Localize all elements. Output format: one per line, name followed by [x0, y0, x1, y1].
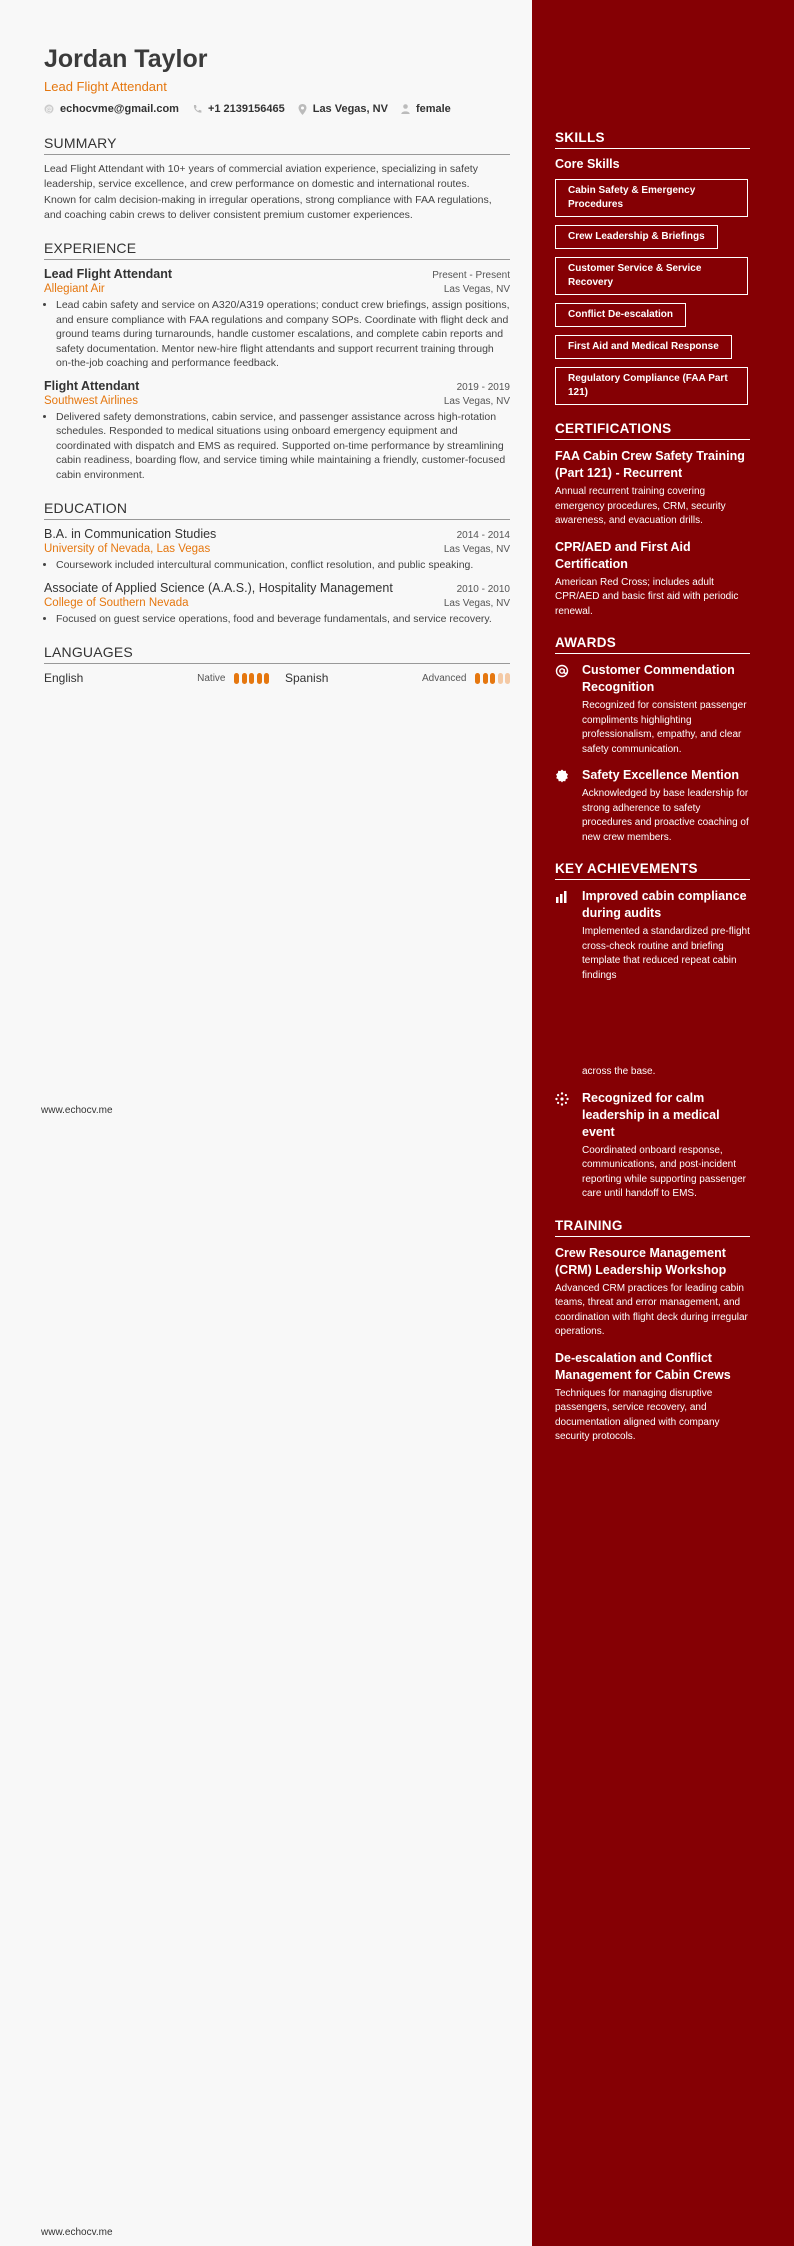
contact-phone[interactable]	[192, 103, 285, 115]
rating-pip-filled	[490, 673, 495, 684]
bar-chart-icon	[555, 890, 568, 903]
education-degree: B.A. in Communication Studies	[44, 527, 217, 541]
certifications-heading: CERTIFICATIONS	[555, 421, 750, 440]
rating-pip-empty	[505, 673, 510, 684]
summary-paragraph: Known for calm decision-making in irregular operations, strong compliance with FAA regulations, and coaching cabin crews to deliver consistent premium customer experiences.	[44, 194, 492, 221]
certification-desc: American Red Cross; includes adult CPR/AED and basic first aid with periodic renewal.	[555, 576, 739, 617]
job-dates: Present - Present	[432, 270, 510, 281]
training-section	[555, 1218, 750, 1445]
experience-section	[44, 240, 510, 482]
experience-heading: EXPERIENCE	[44, 240, 510, 260]
skills-subtitle: Core Skills	[555, 157, 620, 171]
education-school: University of Nevada, Las Vegas	[44, 543, 211, 555]
education-bullet: • Focused on guest service operations, food and beverage fundamentals, and service recovery.	[56, 612, 510, 627]
education-entry	[44, 527, 510, 573]
contact-gender	[401, 103, 451, 115]
achievement-desc: Implemented a standardized pre-flight cross-check routine and briefing template that reduced repeat cabin findings	[582, 926, 750, 981]
achievement-item	[555, 888, 750, 983]
gender-text: female	[415, 103, 451, 115]
location-text: Las Vegas, NV	[312, 103, 388, 115]
training-name: Crew Resource Management (CRM) Leadership Workshop	[555, 1245, 727, 1277]
rating-pip-filled	[234, 673, 239, 684]
training-heading: TRAINING	[555, 1218, 750, 1237]
certifications-section	[555, 421, 750, 619]
language-rating	[232, 673, 270, 684]
skill-tag: Cabin Safety & Emergency Procedures	[555, 179, 748, 217]
award-desc: Recognized for consistent passenger compliments highlighting professionalism, empathy, and clear safety communication.	[582, 700, 747, 755]
main-column	[44, 44, 510, 685]
skill-tag: Customer Service & Service Recovery	[555, 257, 748, 295]
job-company: Allegiant Air	[44, 283, 105, 295]
phone-text: +1 2139156465	[207, 103, 285, 115]
education-degree: Associate of Applied Science (A.A.S.), Hospitality Management	[44, 580, 393, 595]
award-desc: Acknowledged by base leadership for strong adherence to safety procedures and proactive coaching of new crew members.	[582, 788, 749, 843]
job-entry	[44, 267, 510, 371]
candidate-name: Jordan Taylor	[44, 45, 208, 73]
awards-heading: AWARDS	[555, 635, 750, 654]
job-company: Southwest Airlines	[44, 394, 138, 407]
language-item	[285, 671, 510, 685]
skills-heading: SKILLS	[555, 130, 750, 149]
language-item	[44, 671, 269, 685]
language-name: Spanish	[285, 671, 329, 685]
footer-website[interactable]: www.echocv.me	[41, 1105, 113, 1116]
award-item	[555, 662, 750, 757]
contact-email[interactable]	[44, 103, 179, 115]
at-icon	[555, 664, 569, 678]
language-rating	[473, 673, 511, 684]
skill-tag: Crew Leadership & Briefings	[555, 225, 718, 249]
skill-tag: Conflict De-escalation	[555, 303, 686, 327]
person-icon	[401, 104, 410, 114]
svg-text:@: @	[45, 106, 53, 114]
achievements-section	[555, 861, 750, 1202]
language-level: Native	[197, 672, 226, 684]
contact-location	[298, 103, 388, 115]
certification-name: CPR/AED and First Aid Certification	[555, 539, 691, 571]
rating-pip-empty	[498, 673, 503, 684]
award-name: Safety Excellence Mention	[582, 768, 740, 782]
education-heading: EDUCATION	[44, 500, 510, 520]
achievements-heading: KEY ACHIEVEMENTS	[555, 861, 750, 880]
rating-pip-filled	[483, 673, 488, 684]
education-dates: 2010 - 2010	[456, 583, 510, 595]
contact-bar	[44, 103, 510, 115]
education-location: Las Vegas, NV	[443, 544, 510, 555]
award-item	[555, 767, 750, 845]
rating-pip-filled	[475, 673, 480, 684]
location-pin-icon	[298, 104, 307, 115]
job-location: Las Vegas, NV	[443, 395, 510, 407]
award-name: Customer Commendation Recognition	[582, 663, 735, 694]
language-name: English	[44, 671, 84, 685]
job-entry	[44, 379, 510, 483]
job-dates: 2019 - 2019	[456, 381, 510, 393]
certification-desc: Annual recurrent training covering emergency procedures, CRM, security awareness, and evacuation drills.	[555, 486, 726, 526]
skills-section	[555, 130, 750, 413]
footer-website[interactable]: www.echocv.me	[41, 2227, 113, 2238]
languages-section	[44, 644, 510, 685]
sidebar-column	[555, 130, 750, 1455]
training-name: De-escalation and Conflict Management for Cabin Crews	[555, 1350, 731, 1382]
language-level: Advanced	[422, 672, 467, 684]
education-school: College of Southern Nevada	[44, 596, 189, 609]
phone-icon	[192, 104, 202, 114]
rating-pip-filled	[257, 673, 262, 684]
job-role: Flight Attendant	[44, 378, 140, 393]
job-bullet: • Delivered safety demonstrations, cabin service, and passenger assistance across high-rotation schedules. Responded to medical situations using onboard emergency equipment and coordinated with dispatch and EMS as required. Supported on-time performance by streamlining cabin readiness, boarding flow, and service timing while maintaining a friendly, customer-focused cabin environment.	[56, 410, 510, 483]
education-bullet: • Coursework included intercultural communication, conflict resolution, and public speaking.	[56, 558, 510, 573]
rating-pip-filled	[264, 673, 269, 684]
email-icon	[44, 104, 54, 114]
skill-tag: First Aid and Medical Response	[555, 335, 732, 359]
summary-paragraph: Lead Flight Attendant with 10+ years of commercial aviation experience, specializing in safety leadership, service excellence, and crew performance on domestic and international routes.	[44, 163, 478, 190]
languages-heading: LANGUAGES	[44, 644, 510, 664]
skill-tag: Regulatory Compliance (FAA Part 121)	[555, 367, 748, 405]
job-role: Lead Flight Attendant	[44, 267, 172, 281]
training-desc: Advanced CRM practices for leading cabin teams, threat and error management, and coordination with flight deck during irregular operations.	[555, 1282, 748, 1337]
badge-icon	[555, 769, 569, 783]
achievement-item	[555, 1090, 750, 1202]
education-dates: 2014 - 2014	[456, 530, 510, 541]
certification-name: FAA Cabin Crew Safety Training (Part 121) - Recurrent	[555, 449, 745, 480]
education-entry	[44, 581, 510, 627]
candidate-title: Lead Flight Attendant	[44, 79, 167, 94]
dotted-circle-icon	[555, 1092, 569, 1106]
education-location: Las Vegas, NV	[443, 597, 510, 609]
skill-list	[555, 179, 750, 413]
awards-section	[555, 635, 750, 845]
job-location: Las Vegas, NV	[443, 284, 510, 295]
summary-heading: SUMMARY	[44, 135, 510, 155]
rating-pip-filled	[249, 673, 254, 684]
summary-section	[44, 135, 510, 222]
achievement-desc: Coordinated onboard response, communications, and post-incident reporting while supporting passenger care until handoff to EMS.	[582, 1144, 746, 1199]
education-section	[44, 500, 510, 626]
achievement-desc-continued: across the base.	[582, 1066, 656, 1077]
achievement-name: Improved cabin compliance during audits	[582, 889, 747, 920]
training-desc: Techniques for managing disruptive passengers, service recovery, and documentation aligned with company security protocols.	[555, 1387, 720, 1442]
rating-pip-filled	[242, 673, 247, 684]
job-bullet: • Lead cabin safety and service on A320/A319 operations; conduct crew briefings, assign positions, and ensure compliance with FAA regulations and company SOPs. Coordinate with flight deck and ground teams during turnarounds, handle customer escalations, and complete cabin reports and safety documentation. Mentor new-hire flight attendants and support recurrent training through on-the-job coaching and performance feedback.	[56, 298, 510, 371]
achievement-name: Recognized for calm leadership in a medical event	[582, 1090, 720, 1139]
email-text: echocvme@gmail.com	[60, 103, 179, 115]
